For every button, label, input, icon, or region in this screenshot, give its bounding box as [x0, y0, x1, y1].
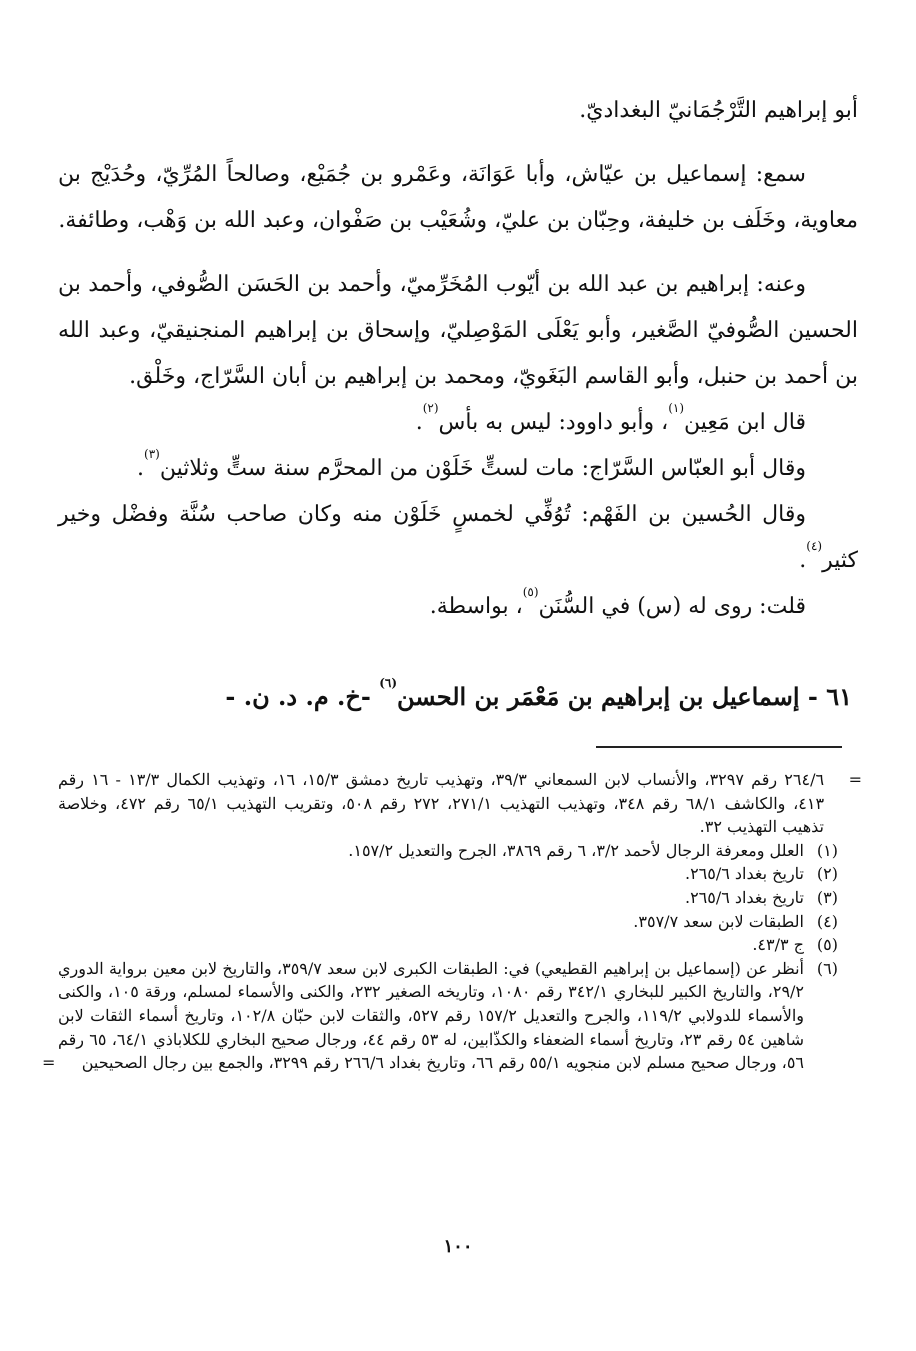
footnote-text: أنظر عن (إسماعيل بن إبراهيم القطيعي) في: الطبقات الكبرى لابن سعد ٣٥٩/٧، والتاريخ لابن معين برواية الدوري ٢٩/٢، والتاريخ الكبير للبخاري ٣٤٢/١ رقم ١٠٨٠، وتاريخه الصغير ٢٣٢، والكنى والأسماء لمسلم، ورقة ١٠٥، والكنى والأسماء للدولابي ١١٩/٢، والجرح والتعديل ١٥٧/٢ رقم ٥٢٧، والثقات لابن حبّان ١٠٢/٨، وتاريخ أسماء الثقات لابن شاهين ٥٤ رقم ٢٣، وتاريخ أسماء الضعفاء والكذّابين، له ٥٣ رقم ٤٤، ورجال صحيح البخاري للكلاباذي ٦٤/١، ٦٥ رقم ٥٦، ورجال صحيح مسلم لابن منجويه ٥٥/١ رقم ٦٦، وتاريخ بغداد ٢٦٦/٦ رقم ٣٢٩٩، والجمع بين رجال الصحيحين	[58, 958, 805, 1073]
husain-paragraph	[58, 492, 858, 584]
entry-number: ٦١ -	[799, 682, 852, 711]
qultu-text: قلت: روى له (س) في السُّنَن	[538, 594, 806, 619]
footnote-item	[42, 957, 838, 1075]
page-number: ١٠٠	[443, 1236, 473, 1257]
footnote-item	[58, 886, 838, 910]
qultu-end: ، بواسطة.	[429, 594, 523, 619]
footnote-ref-4: (٤)	[806, 539, 823, 553]
abul-abbas-text: وقال أبو العبّاس السَّرّاج: مات لستٍّ خَلَوْن من المحرَّم سنة ستٍّ وثلاثين	[159, 456, 806, 481]
footnote-ref-2: (٢)	[422, 401, 439, 415]
footnote-text: تاريخ بغداد ٢٦٥/٦.	[684, 864, 804, 884]
footnote-item	[58, 862, 838, 886]
footnote-number: (٢)	[816, 864, 838, 884]
footnote-number: (٤)	[816, 911, 838, 931]
ibn-maeen-line	[58, 400, 858, 446]
continuation-marker: =	[42, 1053, 56, 1073]
footnote-number: (٥)	[816, 935, 838, 955]
abul-abbas-end: .	[137, 456, 145, 481]
husain-text: وقال الحُسين بن الفَهْم: تُوُفِّي لخمسٍ خَلَوْن منه وكان صاحب سُنَّة وفضْل وخير كثير	[58, 502, 858, 573]
ibn-maeen-text: قال ابن مَعِين	[684, 410, 806, 435]
intro-line: أبو إبراهيم التَّرْجُمَانيّ البغداديّ.	[579, 98, 858, 123]
abu-dawud-text: ، وأبو داوود: ليس به بأس	[438, 410, 669, 435]
footnote-item	[58, 839, 838, 863]
heard-from-paragraph: سمع: إسماعيل بن عيّاش، وأبا عَوَانَة، وعَمْرو بن جُمَيْع، وصالحاً المُرِّيّ، وحُدَيْج بن معاوية، وخَلَف بن خليفة، وحِبّان بن عليّ، وشُعَيْب بن صَفْوان، وعبد الله بن وَهْب، وطائفة.	[58, 162, 858, 233]
main-text	[58, 88, 858, 630]
footnote-divider	[596, 746, 842, 748]
footnote-item	[58, 910, 838, 934]
footnote-continuation	[58, 768, 862, 839]
footnote-text: الطبقات لابن سعد ٣٥٧/٧.	[633, 911, 804, 931]
entry-heading	[58, 675, 852, 719]
husain-end: .	[799, 548, 807, 573]
footnote-text: تاريخ بغداد ٢٦٥/٦.	[684, 887, 804, 907]
continuation-text: ٢٦٤/٦ رقم ٣٢٩٧، والأنساب لابن السمعاني ٣٩/٣، وتهذيب تاريخ دمشق ١٥/٣، ١٦، وتهذيب الكمال ١٣/٣ - ١٦ رقم ٤١٣، والكاشف ٦٨/١ رقم ٣٤٨، وتهذيب التهذيب ٢٧١/١، ٢٧٢ رقم ٥٠٨، وتقريب التهذيب ٦٥/١ رقم ٤٧٢، وخلاصة تذهيب التهذيب ٣٢.	[58, 770, 825, 837]
qultu-line	[58, 584, 858, 630]
footnotes	[42, 768, 862, 1075]
continuation-marker: =	[848, 770, 862, 789]
footnote-text: ج ٤٣/٣.	[752, 935, 804, 955]
entry-name: إسماعيل بن إبراهيم بن مَعْمَر بن الحسن	[397, 682, 800, 711]
ibn-maeen-end: .	[415, 410, 423, 435]
footnote-ref-6: (٦)	[379, 676, 398, 690]
footnote-ref-5: (٥)	[522, 585, 539, 599]
footnote-text: العلل ومعرفة الرجال لأحمد ٣/٢، ٦ رقم ٣٨٦٩، الجرح والتعديل ١٥٧/٢.	[348, 840, 804, 860]
entry-symbols: -خ. م. د. ن. -	[225, 682, 380, 711]
narrated-by-paragraph: وعنه: إبراهيم بن عبد الله بن أيّوب المُخَرِّميّ، وأحمد بن الحَسَن الصُّوفي، وأحمد بن الحسين الصُّوفيّ الصَّغير، وأبو يَعْلَى المَوْصِليّ، وإسحاق بن إبراهيم المنجنيقيّ، وعبد الله بن أحمد بن حنبل، وأبو القاسم البَغَويّ، ومحمد بن إبراهيم بن أبان السَّرّاج، وخَلْق.	[58, 272, 858, 389]
footnote-number: (٦)	[816, 958, 838, 978]
footnote-item	[58, 933, 838, 957]
footnote-number: (١)	[816, 840, 838, 860]
footnote-ref-1: (١)	[668, 401, 685, 415]
footnote-ref-3: (٣)	[144, 447, 160, 461]
footnote-number: (٣)	[816, 887, 838, 907]
abul-abbas-paragraph	[58, 446, 858, 492]
